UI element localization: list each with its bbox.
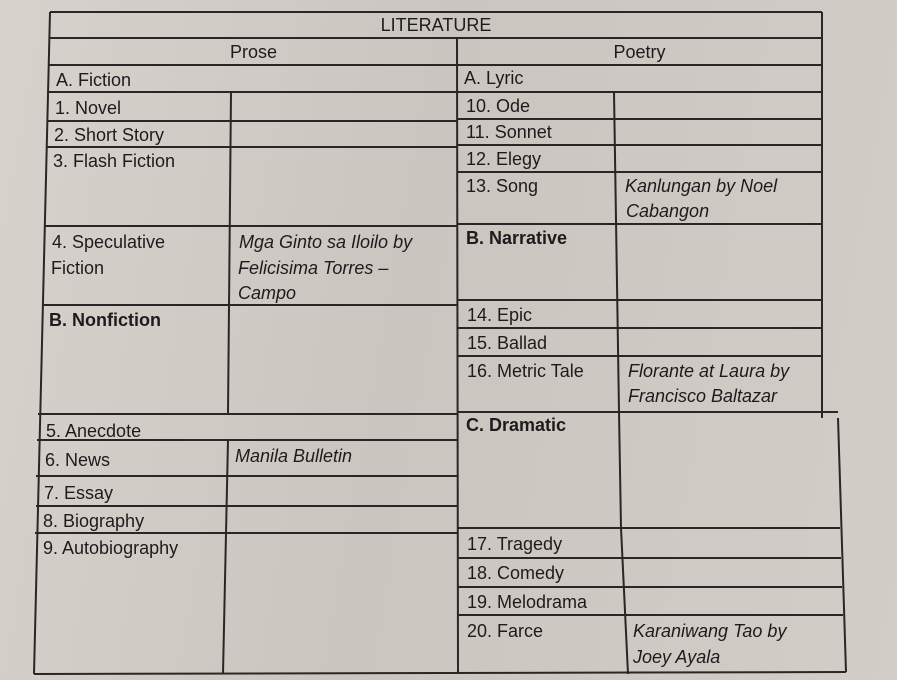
item-song: 13. Song bbox=[466, 176, 539, 196]
narrative-heading: B. Narrative bbox=[466, 228, 568, 248]
item-autobiography: 9. Autobiography bbox=[43, 538, 179, 558]
item-essay: 7. Essay bbox=[44, 483, 114, 503]
item-anecdote: 5. Anecdote bbox=[46, 421, 142, 441]
item-ode: 10. Ode bbox=[466, 96, 531, 116]
item-farce: 20. Farce bbox=[467, 621, 544, 641]
item-elegy: 12. Elegy bbox=[466, 149, 542, 169]
dramatic-heading: C. Dramatic bbox=[466, 415, 567, 435]
example-speculative-line1: Mga Ginto sa Iloilo by bbox=[239, 232, 413, 252]
example-speculative-line3: Campo bbox=[238, 283, 297, 303]
item-speculative-fiction-line1: 4. Speculative bbox=[52, 232, 166, 252]
item-melodrama: 19. Melodrama bbox=[467, 592, 588, 612]
example-metric-tale-line1: Florante at Laura by bbox=[628, 361, 790, 381]
item-metric-tale: 16. Metric Tale bbox=[467, 361, 584, 381]
item-ballad: 15. Ballad bbox=[467, 333, 548, 353]
nonfiction-heading: B. Nonfiction bbox=[49, 310, 161, 330]
item-news: 6. News bbox=[45, 450, 111, 470]
example-metric-tale-line2: Francisco Baltazar bbox=[628, 386, 778, 406]
example-song-line1: Kanlungan by Noel bbox=[625, 176, 778, 196]
item-epic: 14. Epic bbox=[467, 305, 533, 325]
item-comedy: 18. Comedy bbox=[467, 563, 565, 583]
item-speculative-fiction-line2: Fiction bbox=[51, 258, 105, 278]
item-flash-fiction: 3. Flash Fiction bbox=[53, 151, 176, 171]
item-sonnet: 11. Sonnet bbox=[466, 122, 552, 142]
example-song-line2: Cabangon bbox=[626, 201, 710, 221]
item-novel: 1. Novel bbox=[55, 98, 122, 118]
item-short-story: 2. Short Story bbox=[54, 125, 165, 145]
example-farce-line2: Joey Ayala bbox=[633, 647, 721, 667]
prose-header: Prose bbox=[229, 42, 278, 62]
item-biography: 8. Biography bbox=[43, 511, 145, 531]
item-tragedy: 17. Tragedy bbox=[467, 534, 563, 554]
fiction-heading: A. Fiction bbox=[56, 70, 132, 90]
example-speculative-line2: Felicisima Torres – bbox=[238, 258, 389, 278]
example-news: Manila Bulletin bbox=[235, 446, 353, 466]
poetry-header: Poetry bbox=[613, 42, 666, 62]
lyric-heading: A. Lyric bbox=[464, 68, 524, 88]
example-farce-line1: Karaniwang Tao by bbox=[633, 621, 787, 641]
table-title: LITERATURE bbox=[380, 15, 492, 35]
